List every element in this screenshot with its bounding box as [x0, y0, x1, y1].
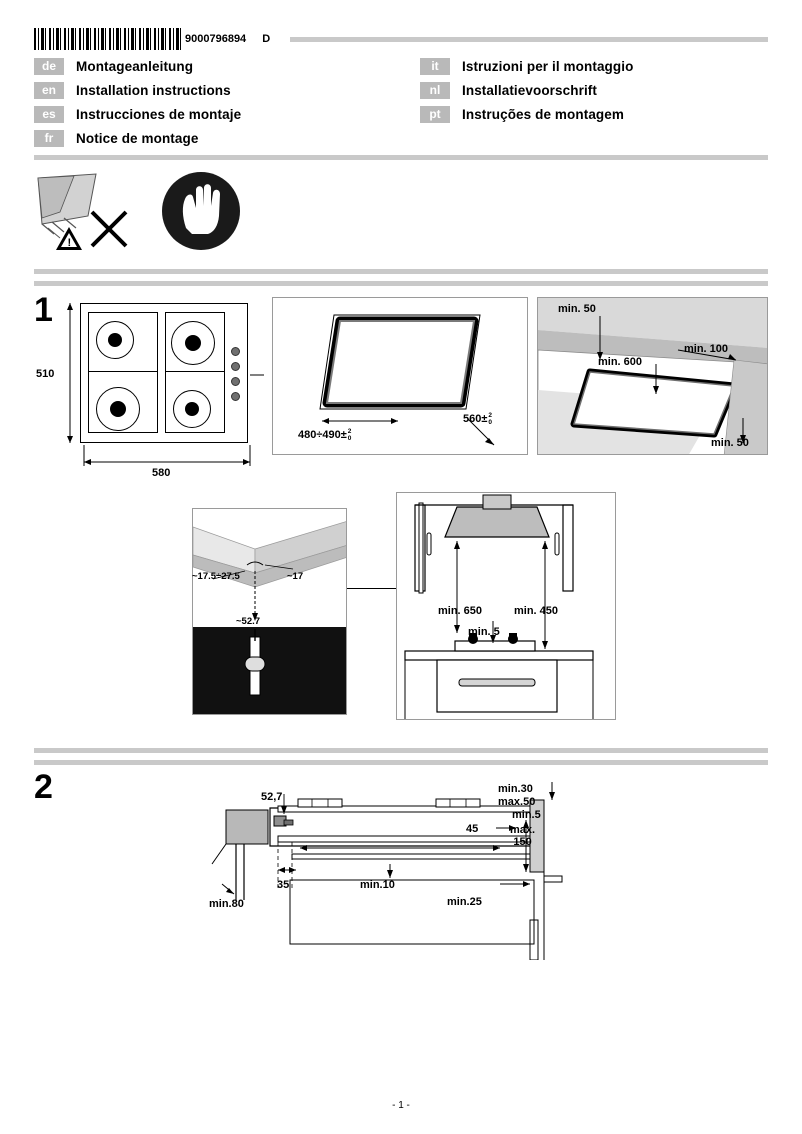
language-code-nl: nl: [420, 82, 450, 99]
dim-min-5: min. 5: [468, 626, 500, 638]
language-row-nl: [420, 79, 633, 101]
clearance-diagram-box: [537, 297, 768, 455]
dim-cutout-width: [298, 428, 351, 442]
language-title-it: Istruzioni per il montaggio: [462, 58, 634, 74]
language-row-fr: [34, 127, 241, 149]
dim-cutout-width-tol-bottom: 0: [347, 435, 352, 442]
dim-corner-depth: ~52.7: [236, 616, 261, 627]
broken-glass-warning-icon: [34, 172, 154, 257]
step-2-number: 2: [34, 768, 53, 806]
language-row-pt: [420, 103, 633, 125]
dim-hob-depth: 510: [36, 368, 55, 380]
language-code-es: es: [34, 106, 64, 123]
dim-45: 45: [466, 823, 479, 835]
dim-min-600: min. 600: [598, 356, 643, 368]
separator-bar-4: [34, 748, 768, 753]
dim-hob-width: 580: [152, 467, 171, 479]
language-row-es: [34, 103, 241, 125]
language-title-nl: Installatievoorschrift: [462, 82, 597, 98]
detail-connector-line: [347, 588, 396, 589]
language-code-it: it: [420, 58, 450, 75]
language-row-it: [420, 55, 633, 77]
language-row-de: [34, 55, 241, 77]
separator-bar-1: [34, 155, 768, 160]
language-list-right: [420, 55, 633, 127]
step2-drawing: [200, 780, 600, 960]
barcode-number: 9000796894: [185, 33, 247, 45]
language-code-pt: pt: [420, 106, 450, 123]
language-title-es: Instrucciones de montaje: [76, 106, 242, 122]
language-code-de: de: [34, 58, 64, 75]
language-code-fr: fr: [34, 130, 64, 147]
warning-exclamation: !: [67, 237, 72, 249]
dim-min-50-top: min. 50: [558, 303, 596, 315]
dim-min-650: min. 650: [438, 605, 483, 617]
dim-cutout-width-tol-top: 2: [347, 428, 352, 435]
dim-527: 52,7: [261, 791, 283, 803]
dim-cutout-depth-value: 560±: [463, 412, 488, 425]
hood-clearance-box: [396, 492, 616, 720]
language-row-en: [34, 79, 241, 101]
dim-min-50-right: min. 50: [711, 437, 749, 449]
dim-min10: min.10: [360, 879, 395, 891]
step-1-number: 1: [34, 291, 53, 329]
dim-cutout-width-value: 480÷490±: [298, 428, 347, 441]
dim-corner-radius: ~17.5÷27.5: [192, 571, 240, 582]
separator-bar-3: [34, 281, 768, 286]
header-rule: [290, 37, 768, 42]
language-list-left: [34, 55, 241, 151]
dim-min25: min.25: [447, 896, 482, 908]
separator-bar-2: [34, 269, 768, 274]
dim-cutout-depth-tol-bottom: 0: [488, 419, 493, 426]
dim-max50: max.50: [498, 796, 536, 808]
dim-max150: max. 150: [510, 824, 536, 848]
pictogram-row: [34, 172, 274, 257]
separator-bar-5: [34, 760, 768, 765]
dim-corner-edge: ~17: [287, 571, 304, 582]
barcode-icon: [34, 28, 184, 50]
dim-min-450: min. 450: [514, 605, 559, 617]
dim-min5: min.5: [512, 809, 541, 821]
barcode-suffix: D: [262, 33, 271, 45]
dim-35: 35: [277, 879, 290, 891]
dim-min80: min.80: [209, 898, 244, 910]
hob-dimension-lines: [34, 295, 264, 475]
protective-gloves-icon: [162, 172, 240, 250]
barcode-block: [34, 28, 270, 50]
language-title-fr: Notice de montage: [76, 130, 199, 146]
page-number: - 1 -: [392, 1100, 410, 1111]
corner-detail-box: [192, 508, 347, 715]
language-code-en: en: [34, 82, 64, 99]
dim-cutout-depth: [463, 412, 492, 426]
dim-min-100: min. 100: [684, 343, 729, 355]
dim-cutout-depth-tol-top: 2: [488, 412, 493, 419]
language-title-pt: Instruções de montagem: [462, 106, 624, 122]
dim-min30: min.30: [498, 783, 533, 795]
language-title-en: Installation instructions: [76, 82, 231, 98]
language-title-de: Montageanleitung: [76, 58, 194, 74]
